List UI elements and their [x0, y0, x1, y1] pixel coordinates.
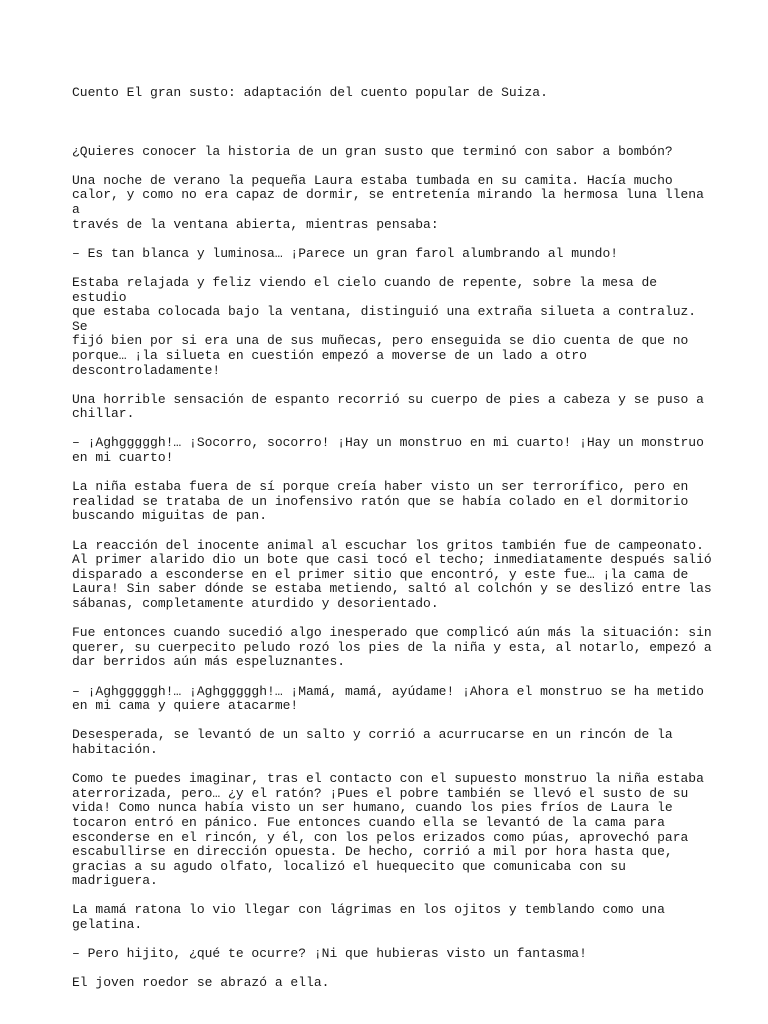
document-title: Cuento El gran susto: adaptación del cuento popular de Suiza. — [72, 85, 548, 100]
paragraph: La reacción del inocente animal al escuchar los gritos también fue de campeonato. Al primer alarido dio un bote que casi tocó el techo; inmediatamente después salió disparado a esconderse en el primer sitio que encontró, y este fue… ¡la cama de Laura! Sin saber dónde se estaba metiendo, saltó al colchón y se deslizó entre las sábanas, completamente aturdido y desorientado. — [72, 537, 712, 611]
paragraph: Estaba relajada y feliz viendo el cielo cuando de repente, sobre la mesa de estudio que estaba colocada bajo la ventana, distinguió una extraña silueta a contraluz. Se fijó bien por si era una de sus muñecas, pero enseguida se dio cuenta de que no porque… ¡la silueta en cuestión empezó a moverse de un lado a otro descontroladamente! — [72, 274, 697, 378]
dialogue-line: – ¡Aghgggggh!… ¡Aghgggggh!… ¡Mamá, mamá, ayúdame! ¡Ahora el monstruo se ha metido en mi cama y quiere atacarme! — [72, 683, 704, 714]
paragraph: Una noche de verano la pequeña Laura estaba tumbada en su camita. Hacía mucho calor, y como no era capaz de dormir, se entretenía mirando la hermosa luna llena a través de la ventana abierta, mientras pensaba: — [72, 172, 704, 232]
paragraph: La niña estaba fuera de sí porque creía haber visto un ser terrorífico, pero en realidad se trataba de un inofensivo ratón que se había colado en el dormitorio buscando miguitas de pan. — [72, 479, 689, 524]
dialogue-line: – ¡Aghgggggh!… ¡Socorro, socorro! ¡Hay un monstruo en mi cuarto! ¡Hay un monstruo en mi cuarto! — [72, 435, 704, 466]
dialogue-line: – Pero hijito, ¿qué te ocurre? ¡Ni que hubieras visto un fantasma! — [72, 946, 587, 962]
paragraph: Fue entonces cuando sucedió algo inesperado que complicó aún más la situación: sin querer, su cuerpecito peludo rozó los pies de la niña y esta, al notarlo, empezó a dar berridos aún más espeluznantes. — [72, 625, 712, 670]
paragraph: El joven roedor se abrazó a ella. — [72, 975, 330, 991]
document-body — [72, 145, 712, 991]
paragraph: Como te puedes imaginar, tras el contacto con el supuesto monstruo la niña estaba aterrorizada, pero… ¿y el ratón? ¡Pues el pobre también se llevó el susto de su vida! Como nunca había visto un ser humano, cuando los pies fríos de Laura le tocaron entró en pánico. Fue entonces cuando ella se levantó de la cama para esconderse en el rincón, y él, con los pelos erizados como púas, aprovechó para escabullirse en dirección opuesta. De hecho, corrió a mil por hora hasta que, gracias a su agudo olfato, localizó el huequecito que comunicaba con su madriguera. — [72, 771, 704, 889]
document-page — [72, 86, 712, 1006]
paragraph: Una horrible sensación de espanto recorrió su cuerpo de pies a cabeza y se puso a chillar. — [72, 391, 704, 422]
dialogue-line: – Es tan blanca y luminosa… ¡Parece un gran farol alumbrando al mundo! — [72, 245, 619, 261]
paragraph: Desesperada, se levantó de un salto y corrió a acurrucarse en un rincón de la habitación. — [72, 727, 673, 757]
paragraph: La mamá ratona lo vio llegar con lágrimas en los ojitos y temblando como una gelatina. — [72, 902, 665, 933]
paragraph-intro-question: ¿Quieres conocer la historia de un gran susto que terminó con sabor a bombón? — [72, 143, 673, 159]
